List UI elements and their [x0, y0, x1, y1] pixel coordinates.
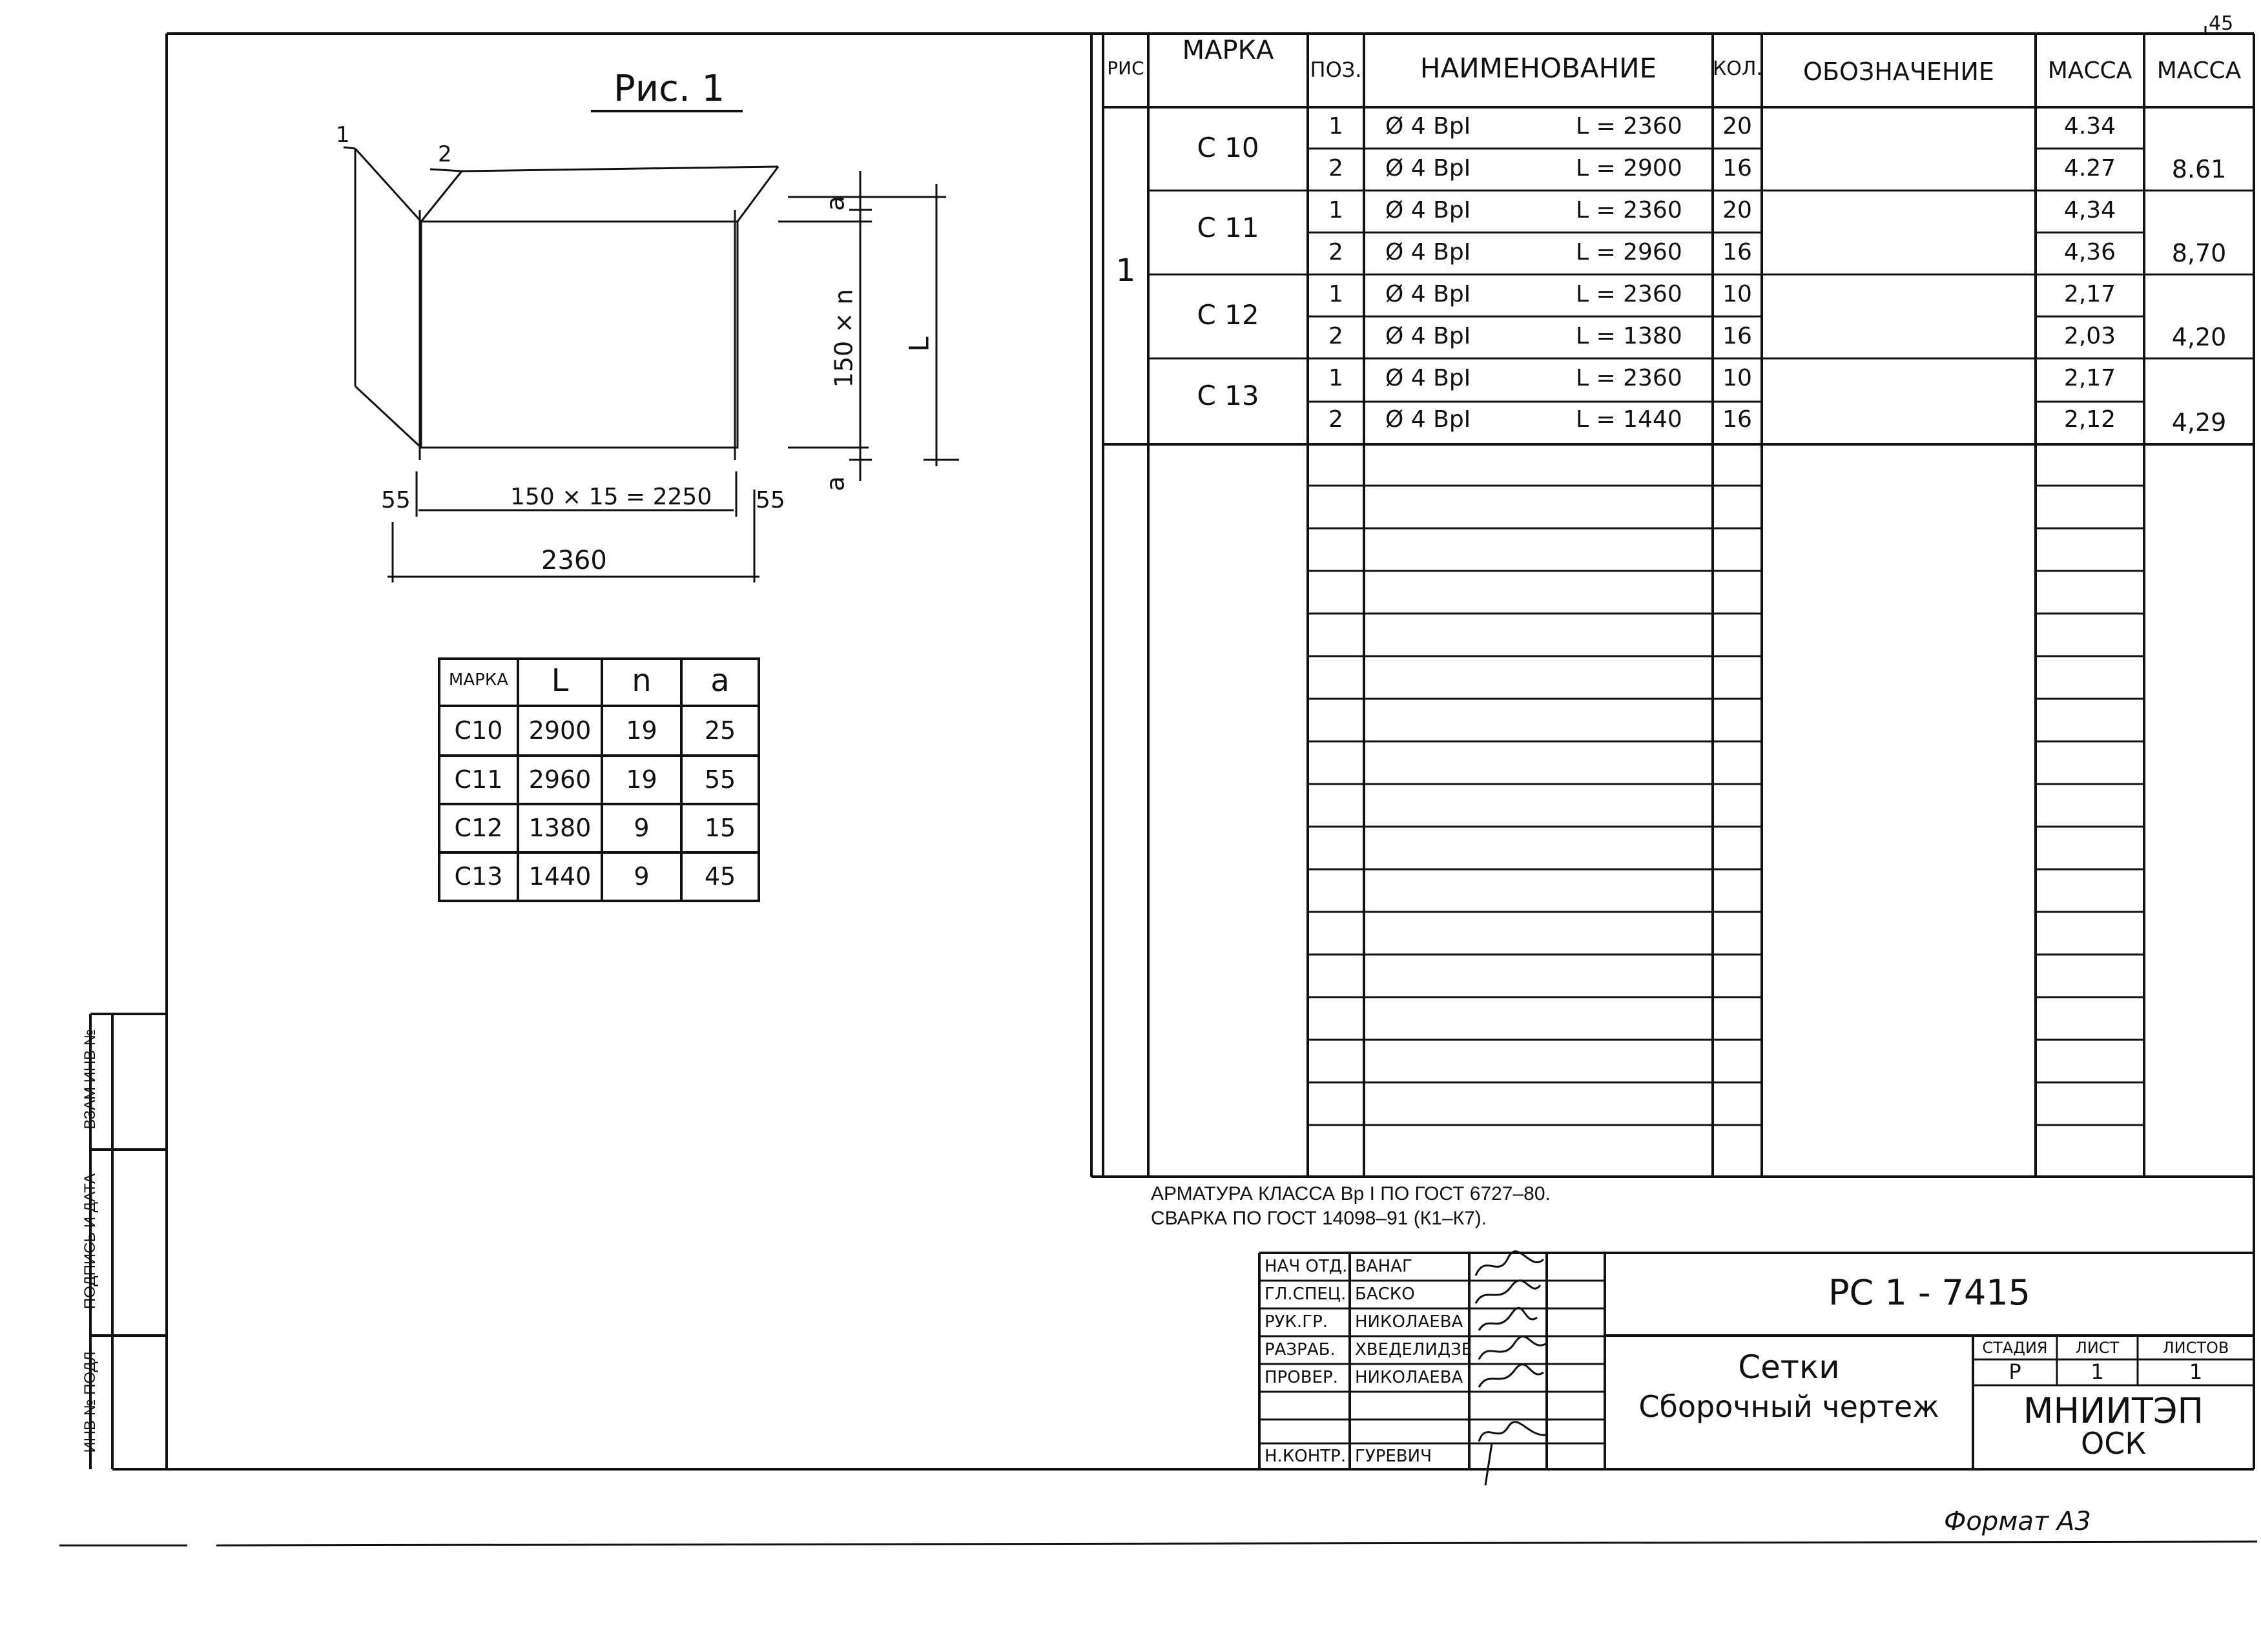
spec-header-naimen: НАИМЕНОВАНИЕ	[1420, 52, 1657, 84]
sheet-number: 45	[2209, 12, 2234, 35]
spec-total-mass: 8.61	[2171, 155, 2227, 183]
spec-kol: 10	[1722, 281, 1752, 307]
spec-length: L = 1380	[1576, 323, 1682, 349]
param-cell: С13	[454, 862, 503, 891]
spec-poz: 1	[1328, 281, 1343, 307]
spec-header-ris: РИС	[1107, 57, 1144, 79]
param-cell: С10	[454, 716, 503, 745]
spec-length: L = 1440	[1576, 406, 1682, 433]
param-cell: 1380	[528, 814, 592, 842]
spec-mass: 4,34	[2063, 197, 2116, 223]
doc-code: РС 1 - 7415	[1828, 1272, 2031, 1313]
param-cell: 25	[704, 716, 736, 745]
spec-mass: 2,12	[2063, 406, 2116, 433]
param-cell: 9	[634, 862, 650, 891]
spec-kol: 20	[1722, 113, 1752, 139]
spec-header-marka: МАРКА	[1182, 36, 1274, 65]
spec-length: L = 2360	[1576, 197, 1682, 223]
spec-total-mass: 4,20	[2171, 323, 2227, 351]
spec-kol: 16	[1722, 155, 1752, 181]
spec-mass: 2,03	[2063, 323, 2116, 349]
spec-mass: 4.27	[2063, 155, 2116, 181]
param-cell: 15	[704, 814, 736, 842]
spec-poz: 2	[1328, 155, 1343, 181]
dim-total: 2360	[541, 546, 607, 575]
param-cell: С11	[454, 765, 503, 794]
param-cell: 55	[704, 765, 736, 794]
tb-name: ГУРЕВИЧ	[1355, 1447, 1432, 1466]
format-label: Формат А3	[1944, 1507, 2091, 1536]
spec-poz: 1	[1328, 365, 1343, 391]
tb-name: НИКОЛАЕВА	[1355, 1312, 1463, 1332]
dim-a-bottom: a	[821, 476, 850, 491]
tb-name: НИКОЛАЕВА	[1355, 1368, 1463, 1387]
doc-title-line2: Сборочный чертеж	[1638, 1389, 1939, 1424]
spec-name: Ø 4 ВрI	[1385, 113, 1471, 139]
spec-name: Ø 4 ВрI	[1385, 281, 1471, 307]
tb-role: НАЧ ОТД.	[1265, 1257, 1348, 1276]
spec-poz: 2	[1328, 323, 1343, 349]
tb-role: ГЛ.СПЕЦ.	[1265, 1285, 1347, 1304]
spec-length: L = 2360	[1576, 113, 1682, 139]
spec-header-massa1: МАССА	[2047, 57, 2132, 84]
param-cell: 19	[626, 716, 657, 745]
org-name: МНИИТЭП	[2023, 1390, 2204, 1431]
param-header-a: a	[710, 663, 730, 699]
note-reinforcement: АРМАТУРА КЛАССА Вр I ПО ГОСТ 6727–80.	[1151, 1183, 1551, 1204]
spec-total-mass: 4,29	[2171, 408, 2227, 437]
spec-length: L = 2960	[1576, 239, 1682, 265]
dim-L: L	[903, 336, 935, 352]
note-welding: СВАРКА ПО ГОСТ 14098–91 (К1–К7).	[1151, 1208, 1487, 1229]
param-cell: С12	[454, 814, 503, 842]
spec-poz: 2	[1328, 406, 1343, 433]
spec-header-oboz: ОБОЗНАЧЕНИЕ	[1803, 57, 1994, 86]
tb-role: Н.КОНТР.	[1265, 1447, 1347, 1466]
side-stamp-inv: ИНВ № ПОДЛ	[81, 1351, 99, 1453]
param-cell: 9	[634, 814, 650, 842]
spec-marka: С 12	[1197, 299, 1259, 331]
spec-name: Ø 4 ВрI	[1385, 323, 1471, 349]
dim-right-55: 55	[756, 487, 785, 513]
sheet-value: 1	[2091, 1359, 2104, 1384]
spec-kol: 16	[1722, 239, 1752, 265]
param-cell: 19	[626, 765, 657, 794]
mesh-front-rect	[421, 222, 738, 448]
spec-length: L = 2900	[1576, 155, 1682, 181]
dim-150n: 150 × n	[829, 289, 858, 388]
spec-kol: 16	[1722, 406, 1752, 433]
spec-name: Ø 4 ВрI	[1385, 406, 1471, 433]
tb-role: РУК.ГР.	[1265, 1312, 1328, 1332]
tb-name: ХВЕДЕЛИДЗЕ	[1355, 1340, 1472, 1359]
spec-ris-value: 1	[1115, 253, 1136, 289]
param-header-n: n	[632, 663, 652, 699]
callout-2: 2	[438, 141, 452, 167]
spec-name: Ø 4 ВрI	[1385, 365, 1471, 391]
param-cell: 45	[704, 862, 736, 891]
spec-header-kol: КОЛ.	[1713, 57, 1763, 80]
signature-scribbles	[1476, 1252, 1547, 1485]
param-cell: 2900	[528, 716, 592, 745]
param-cell: 1440	[528, 862, 592, 891]
dim-left-55: 55	[381, 487, 411, 513]
spec-marka: С 13	[1197, 380, 1259, 411]
side-stamp-podpis: ПОДПИСЬ И ДАТА	[81, 1173, 99, 1310]
spec-name: Ø 4 ВрI	[1385, 239, 1471, 265]
mesh-figure	[344, 111, 959, 583]
sheet-label: ЛИСТ	[2075, 1339, 2120, 1357]
side-stamp-vzam: ВЗАМ ИНВ №	[81, 1029, 99, 1130]
dim-inner: 150 × 15 = 2250	[510, 484, 712, 510]
spec-mass: 4.34	[2063, 113, 2116, 139]
param-cell: 2960	[528, 765, 592, 794]
tb-role: РАЗРАБ.	[1265, 1340, 1336, 1359]
sheets-value: 1	[2189, 1359, 2203, 1384]
spec-name: Ø 4 ВрI	[1385, 155, 1471, 181]
param-header-marka: МАРКА	[448, 670, 509, 690]
tb-name: ВАНАГ	[1355, 1257, 1412, 1276]
spec-kol: 10	[1722, 365, 1752, 391]
tb-role: ПРОВЕР.	[1265, 1368, 1338, 1387]
spec-mass: 2,17	[2063, 365, 2116, 391]
spec-poz: 1	[1328, 113, 1343, 139]
stage-label: СТАДИЯ	[1982, 1339, 2048, 1357]
spec-marka: С 11	[1197, 212, 1259, 243]
spec-header-poz: ПОЗ.	[1310, 57, 1362, 82]
spec-kol: 16	[1722, 323, 1752, 349]
spec-length: L = 2360	[1576, 365, 1682, 391]
spec-header-massa2: МАССА	[2156, 57, 2242, 84]
spec-poz: 1	[1328, 197, 1343, 223]
spec-mass: 2,17	[2063, 281, 2116, 307]
spec-mass: 4,36	[2063, 239, 2116, 265]
figure-title: Рис. 1	[614, 68, 725, 110]
spec-kol: 20	[1722, 197, 1752, 223]
spec-poz: 2	[1328, 239, 1343, 265]
spec-marka: С 10	[1197, 132, 1259, 163]
param-header-L: L	[551, 663, 569, 699]
tb-name: БАСКО	[1355, 1285, 1415, 1304]
spec-total-mass: 8,70	[2171, 239, 2227, 267]
callout-1: 1	[336, 122, 350, 148]
doc-title-line1: Сетки	[1738, 1348, 1840, 1386]
org-dept: ОСК	[2081, 1426, 2146, 1461]
spec-name: Ø 4 ВрI	[1385, 197, 1471, 223]
stage-value: Р	[2008, 1359, 2021, 1384]
dim-a-top: a	[821, 196, 850, 211]
spec-length: L = 2360	[1576, 281, 1682, 307]
sheets-label: ЛИСТОВ	[2162, 1339, 2229, 1357]
